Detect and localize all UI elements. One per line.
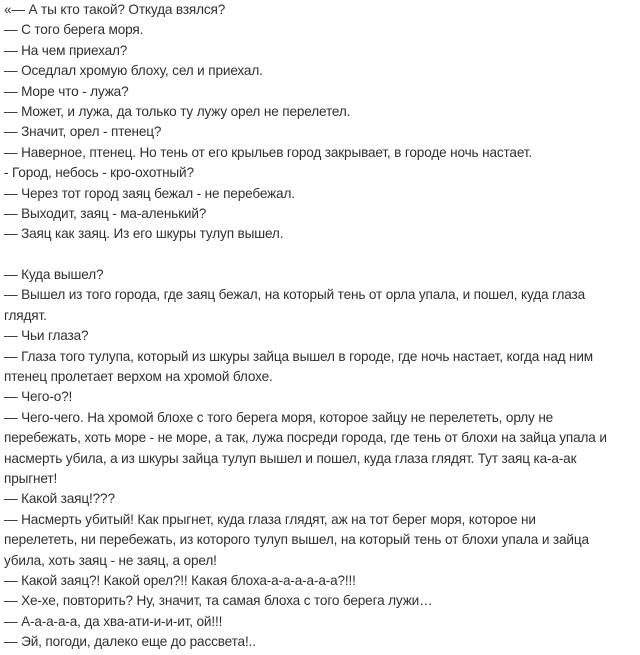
text-line: — Какой заяц!??? <box>4 491 115 507</box>
text-line: — Чего-чего. На хромой блохе с того берега моря, которое зайцу не перелететь, орлу не <box>4 409 554 425</box>
text-line: — Значит, орел - птенец? <box>4 124 162 140</box>
text-line: — Чего-о?! <box>4 389 73 405</box>
text-line: - Город, небось - кро-охотный? <box>4 165 194 181</box>
text-line: убила, хоть заяц - не заяц, а орел! <box>4 552 217 568</box>
text-line: — Глаза того тулупа, который из шкуры зайца вышел в городе, где ночь настает, когда над ним <box>4 348 594 364</box>
text-line: — Хе-хе, повторить? Ну, значит, та самая блоха с того берега лужи… <box>4 593 433 609</box>
dialogue-part-1 <box>4 0 638 245</box>
text-line: — Эй, погоди, далеко еще до рассвета!.. <box>4 634 256 650</box>
text-line: — Куда вышел? <box>4 267 104 283</box>
text-line: — С того берега моря. <box>4 22 144 38</box>
text-line: перебежать, хоть море - не море, а так, лужа посреди города, где тень от блохи на зайца упала и <box>4 430 607 446</box>
text-line: — Вышел из того города, где заяц бежал, на который тень от орла упала, и пошел, куда глаза <box>4 287 586 303</box>
text-line: глядят. <box>4 307 47 323</box>
text-line: — Насмерть убитый! Как прыгнет, куда глаза глядят, аж на тот берег моря, которое ни <box>4 511 536 527</box>
text-line: — Наверное, птенец. Но тень от его крыльев город закрывает, в городе ночь настает. <box>4 144 532 160</box>
text-line: «— А ты кто такой? Откуда взялся? <box>4 2 226 17</box>
text-line: — Море что - лужа? <box>4 83 129 99</box>
text-line: — Чьи глаза? <box>4 328 89 344</box>
text-line: — На чем приехал? <box>4 42 128 58</box>
text-line: прыгнет! <box>4 470 58 486</box>
text-line: — А-а-а-а-а, да хва-ати-и-и-ит, ой!!! <box>4 613 223 629</box>
text-line: — Выходит, заяц - ма-аленький? <box>4 205 207 221</box>
text-line: — Может, и лужа, да только ту лужу орел не перелетел. <box>4 103 351 119</box>
paragraph-gap <box>4 245 638 265</box>
text-line: перелететь, ни перебежать, из которого тулуп вышел, на который тень от блохи упала и зайца <box>4 532 589 548</box>
text-line: — Заяц как заяц. Из его шкуры тулуп вышел. <box>4 226 284 242</box>
dialogue-text <box>4 0 638 653</box>
text-line: насмерть убила, а из шкуры зайца тулуп вышел и пошел, куда глаза глядят. Тут заяц ка-а-ак <box>4 450 577 466</box>
text-line: — Оседлал хромую блоху, сел и приехал. <box>4 63 263 79</box>
dialogue-part-2 <box>4 265 638 652</box>
text-line: — Через тот город заяц бежал - не перебежал. <box>4 185 295 201</box>
text-line: птенец пролетает верхом на хромой блохе. <box>4 369 273 385</box>
text-line: — Какой заяц?! Какой орел?!! Какая блоха-а-а-а-а-а-а?!!! <box>4 572 356 588</box>
